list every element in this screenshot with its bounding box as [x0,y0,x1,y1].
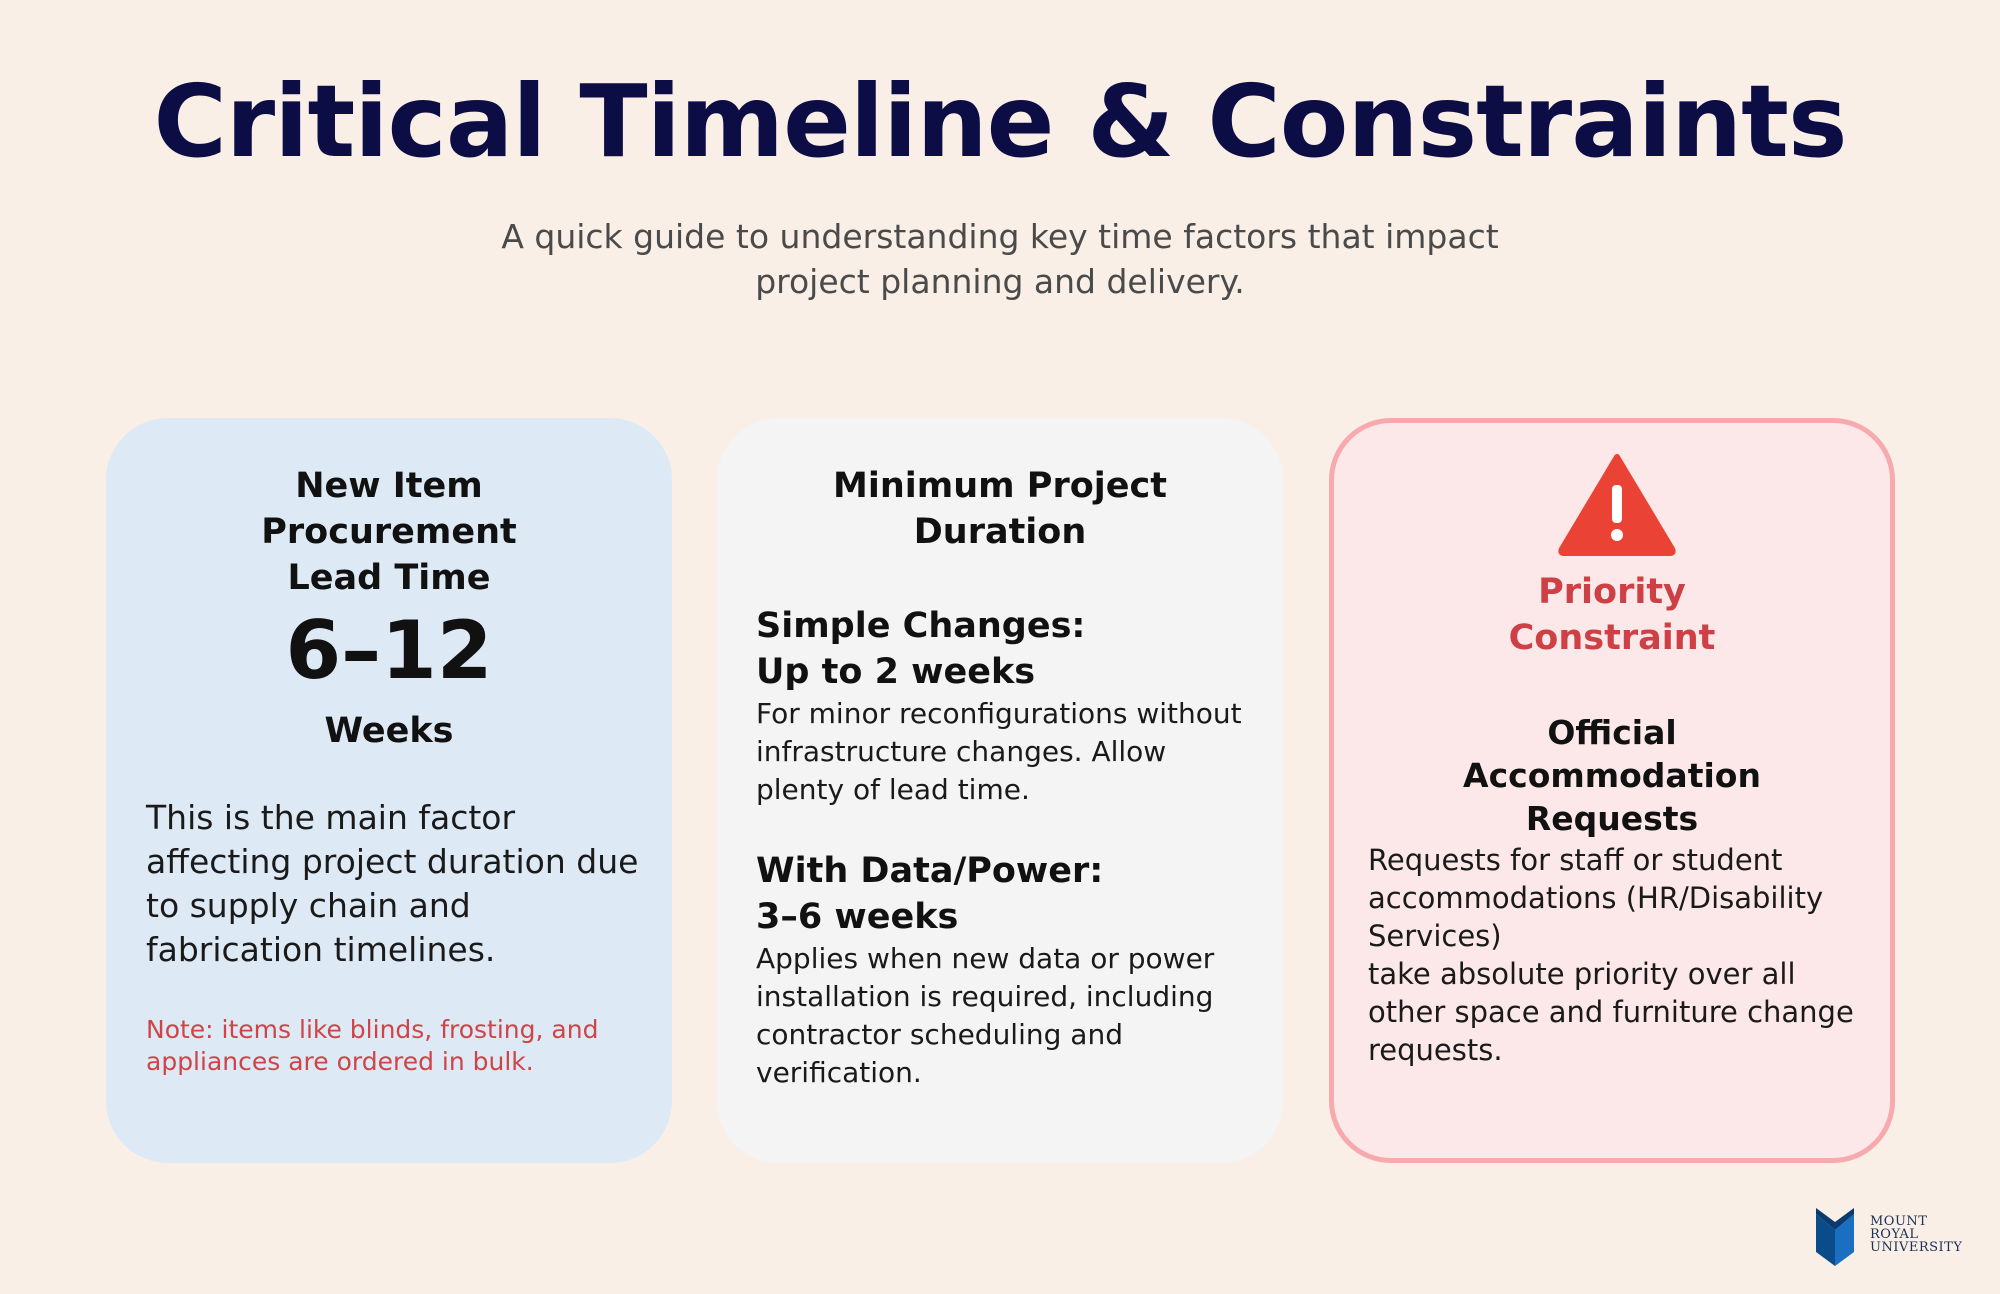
procurement-range: 6–12 [285,604,493,697]
procurement-body: This is the main factor affecting project duration due to supply chain and fabrication timelines. [146,798,639,969]
data-power-section [756,848,1256,1092]
simple-changes-section [756,603,1256,809]
procurement-note: Note: items like blinds, frosting, and appliances are ordered in bulk. [146,1015,599,1076]
simple-changes-description: For minor reconfigurations without infrastructure changes. Allow plenty of lead time. [756,697,1242,806]
duration-title: Minimum Project Duration [833,466,1167,552]
university-logo [1816,1208,1976,1266]
procurement-title: New Item Procurement Lead Time [261,466,517,598]
priority-body: Requests for staff or student accommodations (HR/Disability Services) take absolute priority over all other space and furniture change requests. [1368,843,1854,1067]
priority-card [1329,418,1895,1163]
priority-title: Official Accommodation Requests [1463,713,1761,838]
simple-changes-value: Up to 2 weeks [756,652,1036,692]
shield-logo-icon [1816,1208,1854,1266]
data-power-value: 3–6 weeks [756,897,959,937]
priority-label: Priority Constraint [1508,572,1716,658]
procurement-card [106,418,672,1163]
data-power-heading: With Data/Power: [756,851,1104,891]
simple-changes-heading: Simple Changes: [756,606,1086,646]
page-title: Critical Timeline & Constraints [153,63,1847,180]
data-power-description: Applies when new data or power installation is required, including contractor scheduling and verification. [756,942,1215,1089]
page-subtitle: A quick guide to understanding key time factors that impact project planning and delivery. [501,217,1499,301]
logo-wordmark: MOUNT ROYAL UNIVERSITY [1870,1214,1963,1255]
duration-card [717,418,1283,1163]
procurement-unit: Weeks [324,711,454,751]
warning-triangle-icon [1556,451,1678,557]
